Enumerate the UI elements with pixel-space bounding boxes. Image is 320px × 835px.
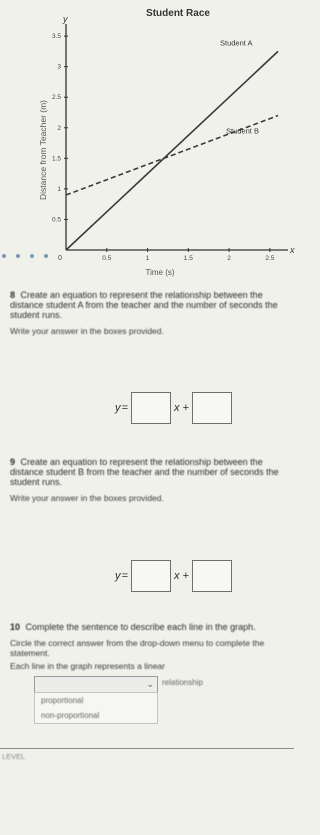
chevron-down-icon: ⌄ xyxy=(146,679,154,689)
nav-dots xyxy=(2,254,48,258)
sentence-end: relationship xyxy=(162,678,203,687)
footer-level-label: LEVEL xyxy=(2,752,26,761)
eq-y-label: y xyxy=(115,570,121,582)
y-tick-label: 1.5 xyxy=(51,155,61,163)
dropdown-option-non-proportional[interactable]: non-proportional xyxy=(41,711,100,720)
y-tick-label: 3 xyxy=(57,63,61,71)
question-text: Create an equation to represent the relationship between the distance student A from the teacher and the number of seconds the student runs. xyxy=(10,290,278,320)
y-axis-label: Distance from Teacher (m) xyxy=(38,100,48,200)
origin-label: 0 xyxy=(58,255,62,262)
dot-icon xyxy=(16,254,20,258)
question-instruction: Write your answer in the boxes provided. xyxy=(10,326,164,336)
x-axis-letter: x xyxy=(290,245,295,255)
x-axis-label: Time (s) xyxy=(145,268,175,277)
question-number: 8 xyxy=(10,290,16,300)
question-8 xyxy=(10,290,292,336)
slope-answer-box[interactable] xyxy=(131,392,171,424)
chart-title: Student Race xyxy=(146,8,210,19)
intercept-answer-box[interactable] xyxy=(192,560,232,592)
eq-x-label: x + xyxy=(173,570,189,582)
relationship-dropdown[interactable] xyxy=(34,676,158,693)
series-line-student-a xyxy=(66,51,278,250)
student-race-chart xyxy=(0,0,294,285)
dropdown-option-proportional[interactable]: proportional xyxy=(41,696,84,705)
y-axis-letter: y xyxy=(63,14,68,24)
y-tick-label: 2 xyxy=(57,124,61,132)
dot-icon xyxy=(44,254,48,258)
slope-answer-box[interactable] xyxy=(131,560,171,592)
dropdown-menu xyxy=(34,692,158,724)
question-9 xyxy=(10,457,292,503)
question-instruction: Write your answer in the boxes provided. xyxy=(10,493,164,503)
question-text: Create an equation to represent the relationship between the distance student B from the teacher and the number of seconds the student runs. xyxy=(10,457,279,487)
sentence-start: Each line in the graph represents a linear xyxy=(10,661,165,671)
eq-y-label: y xyxy=(115,402,121,414)
dot-icon xyxy=(2,254,6,258)
dot-icon xyxy=(30,254,34,258)
chart-canvas xyxy=(0,0,294,285)
divider xyxy=(0,748,294,749)
x-tick-label: 2.5 xyxy=(265,255,275,262)
series-label-student-b: Student B xyxy=(226,126,259,136)
x-tick-label: 1.5 xyxy=(183,255,193,262)
question-10 xyxy=(10,622,292,671)
question-number: 10 xyxy=(10,622,21,632)
x-tick-label: 0.5 xyxy=(102,255,112,262)
y-tick-label: 1 xyxy=(57,185,61,193)
intercept-answer-box[interactable] xyxy=(192,392,232,424)
x-tick-label: 1 xyxy=(145,255,150,262)
question-number: 9 xyxy=(10,457,16,467)
equation-row-q9: y = x + xyxy=(112,560,232,592)
series-label-student-a: Student A xyxy=(220,38,253,48)
eq-x-label: x + xyxy=(173,402,189,414)
y-tick-label: 0.5 xyxy=(51,216,61,224)
equation-row-q8: y = x + xyxy=(112,392,232,424)
y-tick-label: 2.5 xyxy=(51,94,61,102)
y-tick-label: 3.5 xyxy=(51,33,61,41)
x-tick-label: 2 xyxy=(227,255,231,262)
question-text: Complete the sentence to describe each line in the graph. xyxy=(25,622,256,632)
question-instruction: Circle the correct answer from the drop-down menu to complete the statement. xyxy=(10,638,265,658)
